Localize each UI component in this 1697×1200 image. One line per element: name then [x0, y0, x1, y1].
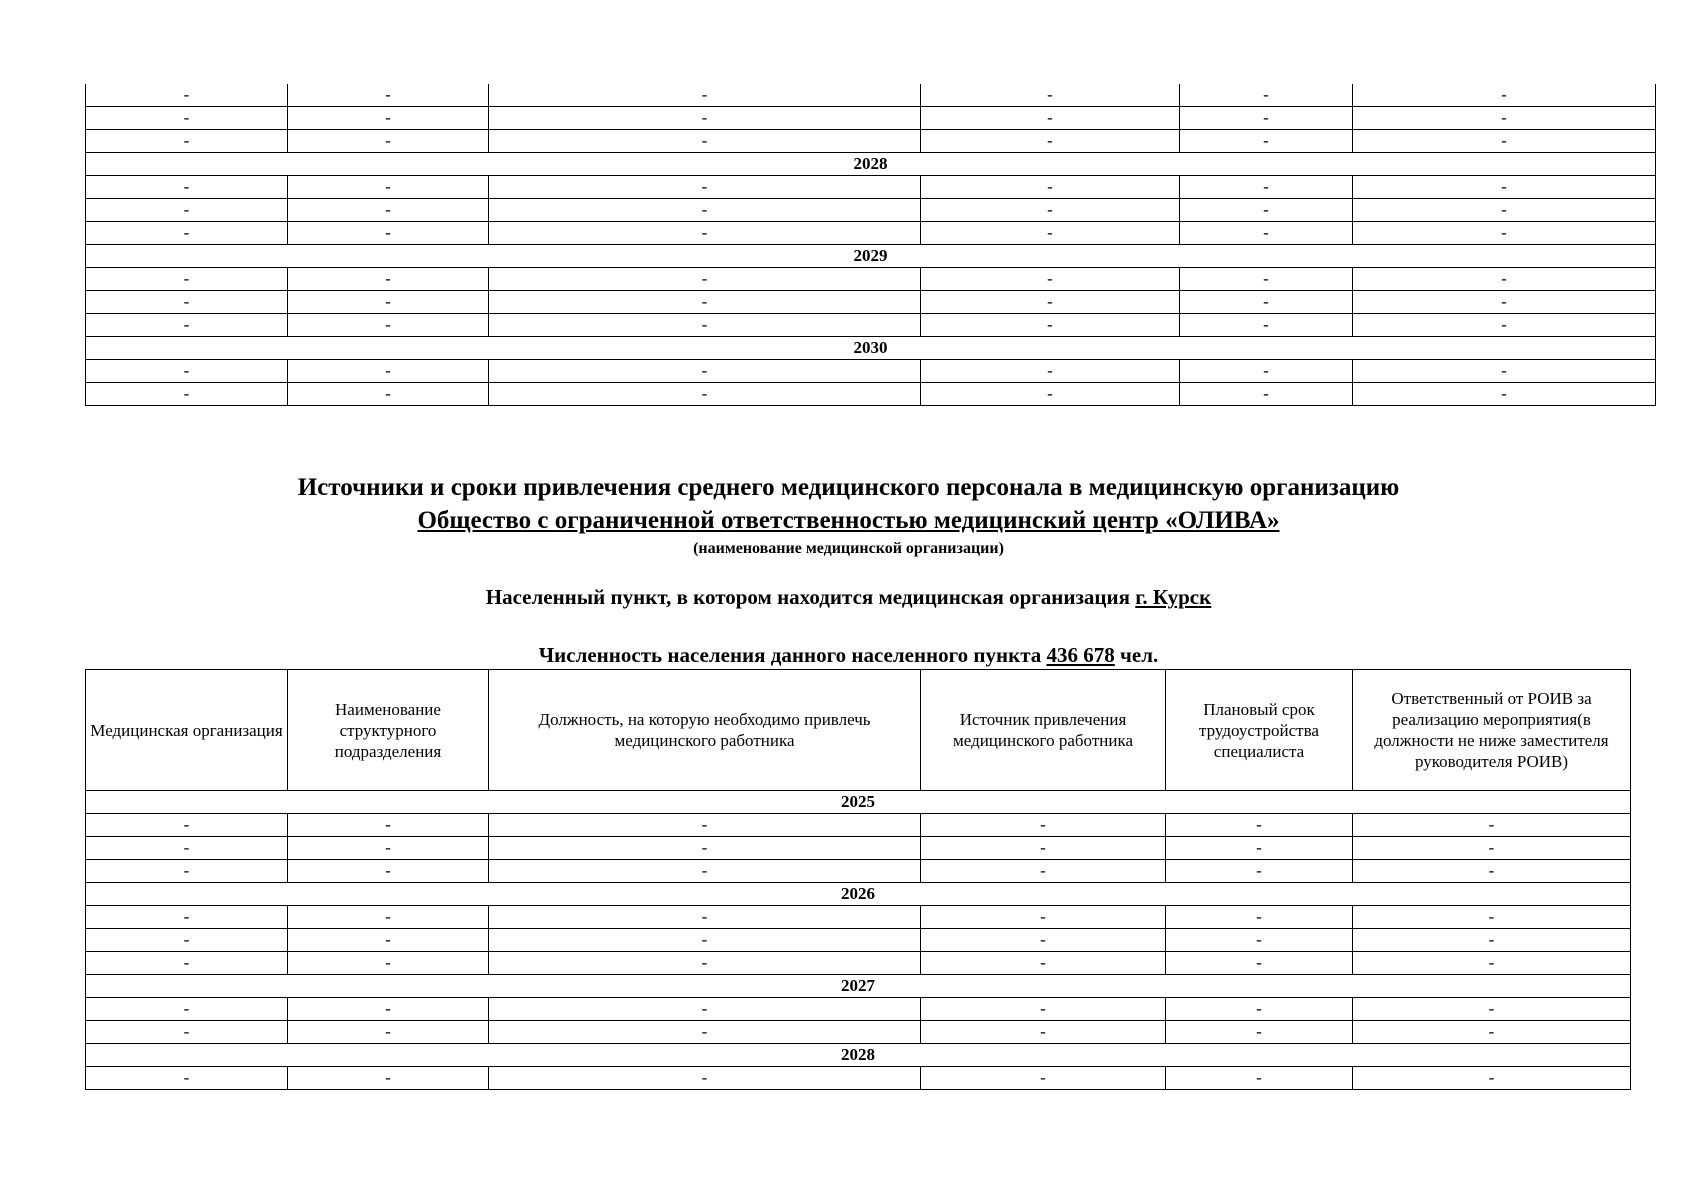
- year-label: 2030: [86, 337, 1656, 360]
- table-row: [86, 383, 1656, 406]
- table-cell: -: [921, 107, 1180, 130]
- table-cell: -: [1166, 837, 1353, 860]
- table-cell: -: [288, 360, 489, 383]
- table-row: [86, 814, 1631, 837]
- table-cell: -: [1353, 1067, 1631, 1090]
- organization-name: Общество с ограниченной ответственностью медицинский центр «ОЛИВА»: [417, 507, 1280, 534]
- table-cell: -: [1180, 130, 1353, 153]
- table-cell: -: [1353, 837, 1631, 860]
- year-row: [86, 791, 1631, 814]
- table-cell: -: [86, 952, 288, 975]
- table-row: [86, 906, 1631, 929]
- header-structural-unit: Наименование структурного подразделения: [288, 670, 489, 791]
- table-cell: -: [1180, 314, 1353, 337]
- table-cell: -: [1166, 929, 1353, 952]
- table-cell: -: [1166, 998, 1353, 1021]
- top-table-body: [86, 84, 1656, 406]
- table-row: [86, 1067, 1631, 1090]
- table-cell: -: [489, 952, 921, 975]
- table-cell: -: [489, 107, 921, 130]
- table-row: [86, 1021, 1631, 1044]
- population-label: Численность населения данного населенного пункта: [538, 643, 1042, 667]
- table-row: [86, 84, 1656, 107]
- header-position: Должность, на которую необходимо привлечь медицинского работника: [489, 670, 921, 791]
- table-cell: -: [288, 130, 489, 153]
- table-cell: -: [921, 268, 1180, 291]
- header-row: [86, 670, 1631, 791]
- year-label: 2027: [86, 975, 1631, 998]
- table-cell: -: [1180, 84, 1353, 107]
- table-cell: -: [86, 291, 288, 314]
- table-row: [86, 837, 1631, 860]
- year-row: [86, 245, 1656, 268]
- table-cell: -: [921, 929, 1166, 952]
- table-cell: -: [921, 1021, 1166, 1044]
- population-value: 436 678: [1046, 643, 1115, 667]
- table-cell: -: [288, 837, 489, 860]
- table-cell: -: [921, 837, 1166, 860]
- table-cell: -: [1180, 268, 1353, 291]
- table-cell: -: [1353, 314, 1656, 337]
- table-cell: -: [1180, 222, 1353, 245]
- year-label: 2028: [86, 153, 1656, 176]
- table-cell: -: [288, 268, 489, 291]
- table-cell: -: [1180, 291, 1353, 314]
- year-label: 2029: [86, 245, 1656, 268]
- table-cell: -: [921, 860, 1166, 883]
- table-cell: -: [288, 291, 489, 314]
- year-row: [86, 337, 1656, 360]
- table-cell: -: [489, 84, 921, 107]
- table-cell: -: [1166, 952, 1353, 975]
- bottom-table-body: [86, 791, 1631, 1090]
- table-row: [86, 360, 1656, 383]
- table-cell: -: [288, 860, 489, 883]
- table-cell: -: [921, 952, 1166, 975]
- year-row: [86, 975, 1631, 998]
- table-cell: -: [1353, 199, 1656, 222]
- table-cell: -: [921, 998, 1166, 1021]
- table-row: [86, 929, 1631, 952]
- table-cell: -: [1166, 860, 1353, 883]
- table-row: [86, 314, 1656, 337]
- table-cell: -: [1353, 906, 1631, 929]
- table-cell: -: [489, 176, 921, 199]
- year-label: 2025: [86, 791, 1631, 814]
- table-cell: -: [86, 176, 288, 199]
- table-cell: -: [1180, 383, 1353, 406]
- table-cell: -: [921, 383, 1180, 406]
- table-cell: -: [1353, 268, 1656, 291]
- table-cell: -: [1353, 952, 1631, 975]
- table-cell: -: [1166, 1067, 1353, 1090]
- table-cell: -: [288, 998, 489, 1021]
- year-row: [86, 1044, 1631, 1067]
- table-cell: -: [1353, 84, 1656, 107]
- table-cell: -: [288, 906, 489, 929]
- table-cell: -: [288, 314, 489, 337]
- table-cell: -: [288, 107, 489, 130]
- table-cell: -: [921, 222, 1180, 245]
- table-cell: -: [489, 1067, 921, 1090]
- header-responsible: Ответственный от РОИВ за реализацию мероприятия(в должности не ниже заместителя руководителя РОИВ): [1353, 670, 1631, 791]
- table-cell: -: [86, 1067, 288, 1090]
- table-cell: -: [1353, 130, 1656, 153]
- table-cell: -: [489, 268, 921, 291]
- table-cell: -: [489, 1021, 921, 1044]
- table-row: [86, 222, 1656, 245]
- table-cell: -: [921, 199, 1180, 222]
- table-cell: -: [288, 222, 489, 245]
- table-cell: -: [86, 268, 288, 291]
- table-cell: -: [288, 383, 489, 406]
- table-cell: -: [921, 176, 1180, 199]
- table-row: [86, 291, 1656, 314]
- table-cell: -: [1353, 1021, 1631, 1044]
- table-cell: -: [86, 814, 288, 837]
- header-medical-organization: Медицинская организация: [86, 670, 288, 791]
- table-cell: -: [288, 929, 489, 952]
- table-cell: -: [489, 998, 921, 1021]
- year-row: [86, 883, 1631, 906]
- table-cell: -: [489, 814, 921, 837]
- table-cell: -: [1353, 860, 1631, 883]
- table-cell: -: [921, 314, 1180, 337]
- table-cell: -: [489, 906, 921, 929]
- table-row: [86, 107, 1656, 130]
- year-label: 2026: [86, 883, 1631, 906]
- table-cell: -: [1353, 176, 1656, 199]
- table-cell: -: [489, 291, 921, 314]
- table-cell: -: [1353, 929, 1631, 952]
- table-cell: -: [1180, 176, 1353, 199]
- table-cell: -: [921, 84, 1180, 107]
- table-row: [86, 268, 1656, 291]
- table-cell: -: [921, 1067, 1166, 1090]
- table-cell: -: [921, 360, 1180, 383]
- population-line: [0, 643, 1697, 668]
- table-cell: -: [288, 814, 489, 837]
- table-row: [86, 952, 1631, 975]
- settlement-value: г. Курск: [1135, 585, 1212, 609]
- year-row: [86, 153, 1656, 176]
- table-cell: -: [86, 222, 288, 245]
- table-cell: -: [1353, 360, 1656, 383]
- table-cell: -: [1353, 383, 1656, 406]
- table-cell: -: [86, 1021, 288, 1044]
- settlement-line: [0, 585, 1697, 610]
- settlement-label: Населенный пункт, в котором находится медицинская организация: [485, 585, 1130, 609]
- table-cell: -: [1180, 199, 1353, 222]
- bottom-table: [85, 669, 1631, 1090]
- table-cell: -: [86, 906, 288, 929]
- table-cell: -: [86, 383, 288, 406]
- table-cell: -: [86, 360, 288, 383]
- table-cell: -: [86, 998, 288, 1021]
- table-cell: -: [489, 222, 921, 245]
- table-cell: -: [921, 130, 1180, 153]
- organization-caption: (наименование медицинской организации): [693, 540, 1004, 557]
- table-cell: -: [1180, 360, 1353, 383]
- table-cell: -: [921, 906, 1166, 929]
- header-source: Источник привлечения медицинского работника: [921, 670, 1166, 791]
- table-cell: -: [86, 84, 288, 107]
- table-cell: -: [489, 383, 921, 406]
- table-cell: -: [489, 929, 921, 952]
- table-cell: -: [288, 199, 489, 222]
- table-cell: -: [288, 176, 489, 199]
- table-cell: -: [921, 291, 1180, 314]
- header-planned-date: Плановый срок трудоустройства специалиста: [1166, 670, 1353, 791]
- table-row: [86, 199, 1656, 222]
- table-cell: -: [1166, 906, 1353, 929]
- section-title: Источники и сроки привлечения среднего медицинского персонала в медицинскую организацию: [297, 474, 1400, 501]
- table-cell: -: [86, 314, 288, 337]
- table-cell: -: [1353, 222, 1656, 245]
- table-cell: -: [1166, 1021, 1353, 1044]
- table-cell: -: [1166, 814, 1353, 837]
- table-cell: -: [1353, 291, 1656, 314]
- table-cell: -: [1353, 814, 1631, 837]
- table-cell: -: [1353, 998, 1631, 1021]
- year-label: 2028: [86, 1044, 1631, 1067]
- table-cell: -: [288, 84, 489, 107]
- table-row: [86, 130, 1656, 153]
- table-cell: -: [489, 199, 921, 222]
- table-cell: -: [489, 837, 921, 860]
- table-row: [86, 860, 1631, 883]
- table-cell: -: [288, 1021, 489, 1044]
- table-cell: -: [86, 199, 288, 222]
- table-cell: -: [1180, 107, 1353, 130]
- table-cell: -: [489, 314, 921, 337]
- table-cell: -: [288, 952, 489, 975]
- table-row: [86, 176, 1656, 199]
- table-cell: -: [288, 1067, 489, 1090]
- table-cell: -: [86, 837, 288, 860]
- top-table: [85, 84, 1656, 406]
- table-cell: -: [86, 860, 288, 883]
- table-cell: -: [489, 860, 921, 883]
- table-row: [86, 998, 1631, 1021]
- table-cell: -: [489, 130, 921, 153]
- table-cell: -: [86, 107, 288, 130]
- table-cell: -: [86, 130, 288, 153]
- table-cell: -: [489, 360, 921, 383]
- table-cell: -: [1353, 107, 1656, 130]
- table-cell: -: [921, 814, 1166, 837]
- table-cell: -: [86, 929, 288, 952]
- population-unit: чел.: [1120, 643, 1159, 667]
